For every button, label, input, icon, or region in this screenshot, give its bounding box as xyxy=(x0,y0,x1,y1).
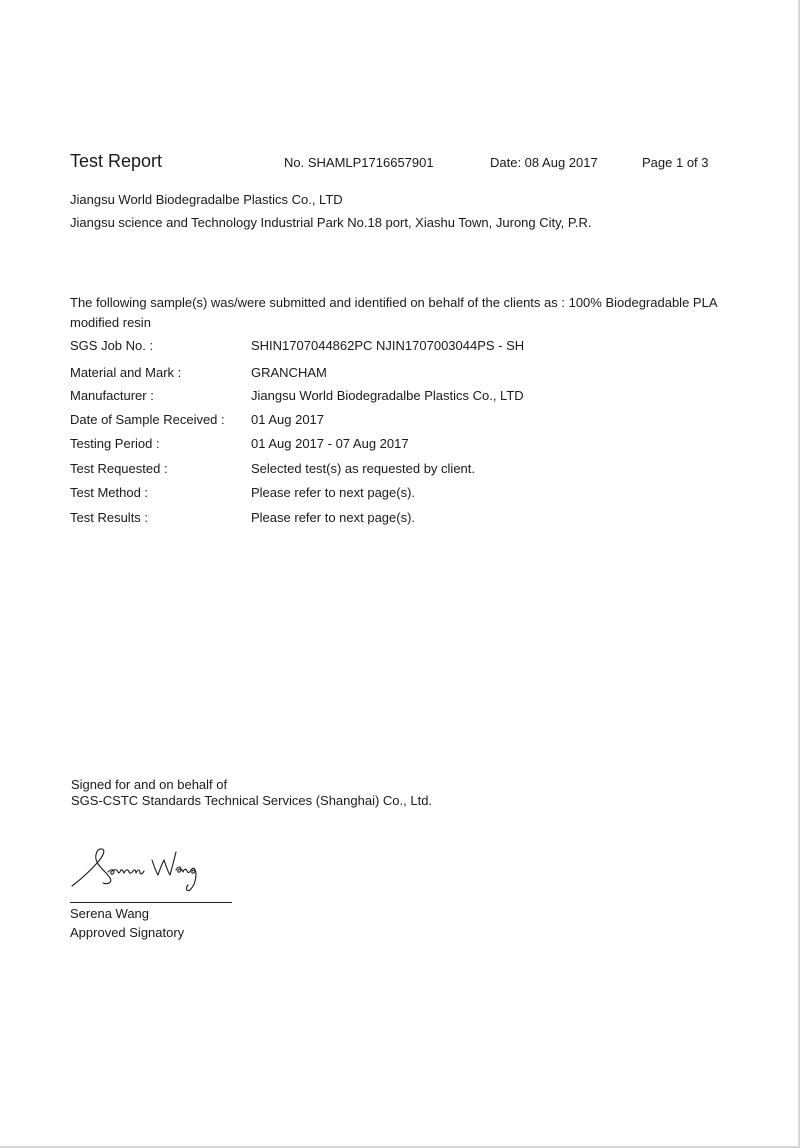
client-name: Jiangsu World Biodegradalbe Plastics Co., LTD xyxy=(70,192,343,207)
page-indicator: Page 1 of 3 xyxy=(642,155,709,170)
info-label: Test Method : xyxy=(70,485,149,500)
info-label: Manufacturer : xyxy=(70,388,154,403)
signatory-title: Approved Signatory xyxy=(70,925,185,940)
info-value: GRANCHAM xyxy=(251,365,327,380)
signing-company: SGS-CSTC Standards Technical Services (Shanghai) Co., Ltd. xyxy=(71,793,433,808)
handwritten-signature xyxy=(70,838,210,894)
info-row-job-no xyxy=(70,338,730,358)
info-label: Testing Period : xyxy=(70,436,160,451)
info-label: SGS Job No. : xyxy=(70,338,154,353)
info-value: Please refer to next page(s). xyxy=(251,510,416,525)
info-row-manufacturer xyxy=(70,388,730,408)
report-title: Test Report xyxy=(70,151,163,171)
signature-line xyxy=(70,902,232,903)
signed-on-behalf-label: Signed for and on behalf of xyxy=(71,777,228,792)
info-row-test-method xyxy=(70,485,730,505)
signatory-name: Serena Wang xyxy=(70,906,150,921)
info-value: Jiangsu World Biodegradalbe Plastics Co., LTD xyxy=(251,388,524,403)
client-address: Jiangsu science and Technology Industrial Park No.18 port, Xiashu Town, Jurong City, P.R. xyxy=(70,215,592,230)
info-label: Test Requested : xyxy=(70,461,168,476)
info-label: Date of Sample Received : xyxy=(70,412,225,427)
info-value: Selected test(s) as requested by client. xyxy=(251,461,476,476)
sample-intro: The following sample(s) was/were submitted and identified on behalf of the clients as : 100% Biodegradable PLA modified resin xyxy=(70,295,717,330)
info-value: SHIN1707044862PC NJIN1707003044PS - SH xyxy=(251,338,525,353)
info-value: 01 Aug 2017 xyxy=(251,412,325,427)
info-row-date-received xyxy=(70,412,730,432)
info-value: 01 Aug 2017 - 07 Aug 2017 xyxy=(251,436,409,451)
info-row-test-results xyxy=(70,510,730,530)
info-row-testing-period xyxy=(70,436,730,456)
info-label: Material and Mark : xyxy=(70,365,182,380)
info-row-test-requested xyxy=(70,461,730,481)
info-row-material xyxy=(70,365,730,385)
report-date: Date: 08 Aug 2017 xyxy=(490,155,598,170)
report-number: No. SHAMLP1716657901 xyxy=(284,155,434,170)
info-value: Please refer to next page(s). xyxy=(251,485,416,500)
info-label: Test Results : xyxy=(70,510,149,525)
